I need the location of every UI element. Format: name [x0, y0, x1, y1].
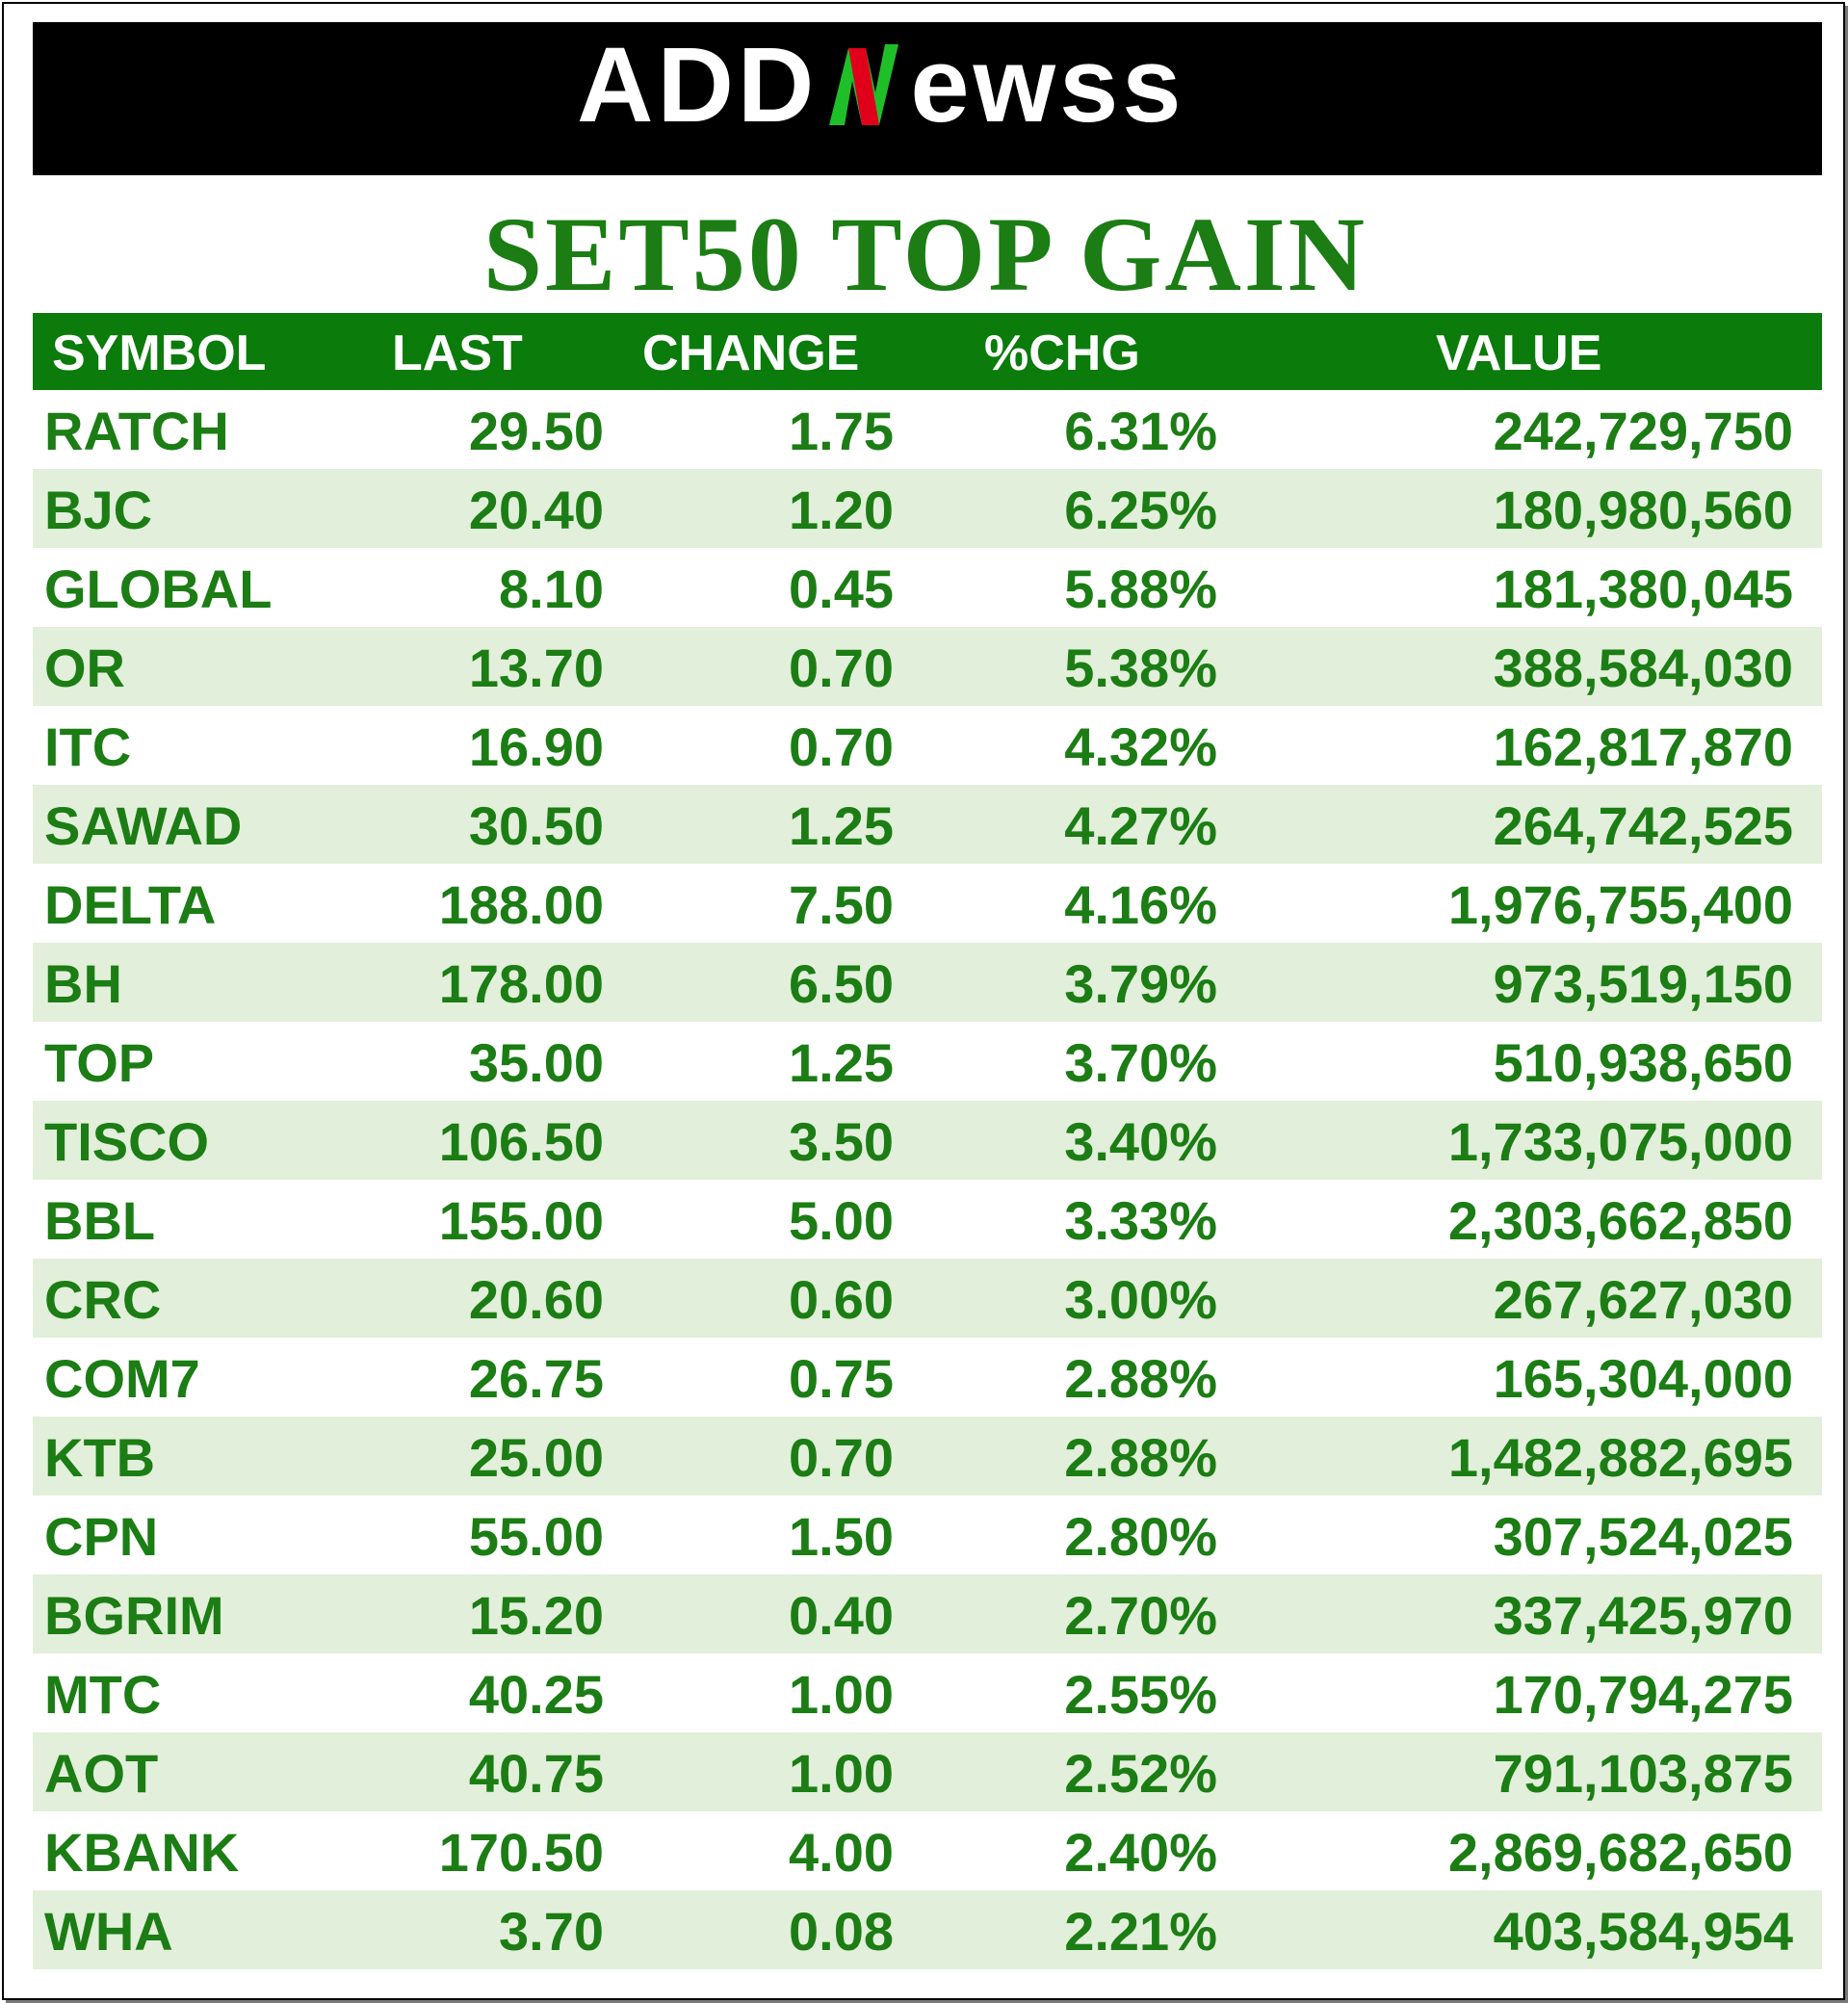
header-pct-change: %CHG — [984, 325, 1140, 381]
cell-symbol: GLOBAL — [44, 559, 273, 619]
table-row — [33, 469, 1822, 548]
logo-prefix: ADD — [577, 25, 819, 144]
cell-last: 29.50 — [468, 401, 604, 461]
cell-pct-change: 5.38% — [1064, 637, 1217, 698]
cell-last: 178.00 — [438, 953, 604, 1014]
cell-last: 15.20 — [468, 1585, 604, 1646]
cell-change: 1.00 — [789, 1664, 894, 1725]
cell-change: 7.50 — [789, 874, 894, 935]
brand-logo — [577, 25, 1185, 144]
cell-symbol: SAWAD — [44, 795, 243, 856]
cell-change: 1.25 — [789, 1032, 894, 1093]
cell-pct-change: 6.31% — [1064, 401, 1217, 461]
cell-symbol: CRC — [44, 1269, 162, 1330]
cell-symbol: ITC — [44, 716, 132, 777]
table-row — [33, 864, 1822, 943]
cell-last: 40.75 — [468, 1743, 604, 1804]
cell-value: 403,584,954 — [1493, 1901, 1793, 1962]
cell-last: 55.00 — [468, 1506, 604, 1567]
header-change: CHANGE — [642, 325, 860, 381]
cell-pct-change: 2.40% — [1064, 1822, 1217, 1883]
cell-change: 0.40 — [789, 1585, 894, 1646]
cell-last: 20.40 — [468, 480, 604, 540]
cell-last: 106.50 — [438, 1111, 604, 1172]
cell-symbol: AOT — [44, 1743, 159, 1804]
cell-pct-change: 3.33% — [1064, 1190, 1217, 1251]
cell-value: 388,584,030 — [1493, 637, 1793, 698]
cell-symbol: CPN — [44, 1506, 159, 1567]
table-body — [33, 390, 1822, 1969]
cell-value: 1,482,882,695 — [1447, 1427, 1793, 1488]
cell-pct-change: 3.40% — [1064, 1111, 1217, 1172]
cell-pct-change: 4.16% — [1064, 874, 1217, 935]
logo-suffix: ewss — [910, 25, 1185, 144]
cell-last: 35.00 — [468, 1032, 604, 1093]
header-last: LAST — [392, 325, 523, 381]
infographic-frame — [2, 2, 1845, 2000]
cell-value: 510,938,650 — [1493, 1032, 1793, 1093]
cell-symbol: WHA — [44, 1901, 173, 1962]
cell-symbol: COM7 — [44, 1348, 200, 1409]
cell-value: 264,742,525 — [1493, 795, 1793, 856]
cell-symbol: BJC — [44, 480, 153, 540]
cell-last: 188.00 — [438, 874, 604, 935]
cell-symbol: TISCO — [44, 1111, 210, 1172]
cell-value: 267,627,030 — [1493, 1269, 1793, 1330]
cell-value: 973,519,150 — [1493, 953, 1793, 1014]
cell-value: 307,524,025 — [1493, 1506, 1793, 1567]
table-row — [33, 1732, 1822, 1811]
cell-change: 0.70 — [789, 637, 894, 698]
cell-pct-change: 3.79% — [1064, 953, 1217, 1014]
cell-value: 1,976,755,400 — [1447, 874, 1793, 935]
cell-last: 40.25 — [468, 1664, 604, 1725]
cell-symbol: BBL — [44, 1190, 156, 1251]
table-row — [33, 1022, 1822, 1101]
cell-pct-change: 5.88% — [1064, 559, 1217, 619]
cell-value: 791,103,875 — [1493, 1743, 1793, 1804]
cell-symbol: RATCH — [44, 401, 229, 461]
table-row — [33, 390, 1822, 469]
table-row — [33, 1574, 1822, 1653]
cell-symbol: KTB — [44, 1427, 156, 1488]
cell-value: 165,304,000 — [1493, 1348, 1793, 1409]
cell-change: 1.50 — [789, 1506, 894, 1567]
cell-pct-change: 4.27% — [1064, 795, 1217, 856]
header-value: VALUE — [1436, 325, 1602, 381]
table-row — [33, 1338, 1822, 1417]
page-title: SET50 TOP GAIN — [482, 195, 1368, 313]
cell-change: 4.00 — [789, 1822, 894, 1883]
cell-last: 20.60 — [468, 1269, 604, 1330]
table-row — [33, 1417, 1822, 1496]
cell-value: 170,794,275 — [1493, 1664, 1793, 1725]
cell-last: 3.70 — [499, 1901, 604, 1962]
top-gain-table — [33, 313, 1822, 1969]
table-row — [33, 943, 1822, 1022]
cell-change: 0.70 — [789, 716, 894, 777]
cell-symbol: TOP — [44, 1032, 155, 1093]
cell-symbol: OR — [44, 637, 125, 698]
table-row — [33, 706, 1822, 785]
cell-pct-change: 2.55% — [1064, 1664, 1217, 1725]
header-symbol: SYMBOL — [52, 325, 267, 381]
cell-value: 1,733,075,000 — [1447, 1111, 1793, 1172]
cell-change: 1.20 — [789, 480, 894, 540]
table-row — [33, 1811, 1822, 1890]
cell-last: 26.75 — [468, 1348, 604, 1409]
cell-change: 0.08 — [789, 1901, 894, 1962]
cell-pct-change: 6.25% — [1064, 480, 1217, 540]
logo-n-mark-icon — [823, 37, 904, 133]
cell-symbol: KBANK — [44, 1822, 240, 1883]
cell-last: 155.00 — [438, 1190, 604, 1251]
table-header — [33, 313, 1822, 390]
cell-last: 16.90 — [468, 716, 604, 777]
cell-pct-change: 3.70% — [1064, 1032, 1217, 1093]
cell-change: 0.45 — [789, 559, 894, 619]
cell-symbol: MTC — [44, 1664, 162, 1725]
cell-pct-change: 2.70% — [1064, 1585, 1217, 1646]
cell-value: 181,380,045 — [1493, 559, 1793, 619]
cell-pct-change: 3.00% — [1064, 1269, 1217, 1330]
cell-change: 6.50 — [789, 953, 894, 1014]
cell-value: 2,303,662,850 — [1447, 1190, 1793, 1251]
cell-value: 242,729,750 — [1493, 401, 1793, 461]
table-row — [33, 1180, 1822, 1259]
table-row — [33, 548, 1822, 627]
cell-change: 0.60 — [789, 1269, 894, 1330]
cell-pct-change: 2.52% — [1064, 1743, 1217, 1804]
cell-symbol: BH — [44, 953, 122, 1014]
table-row — [33, 627, 1822, 706]
cell-change: 1.75 — [789, 401, 894, 461]
cell-last: 8.10 — [499, 559, 604, 619]
cell-change: 0.70 — [789, 1427, 894, 1488]
table-row — [33, 785, 1822, 864]
table-row — [33, 1259, 1822, 1338]
cell-pct-change: 2.80% — [1064, 1506, 1217, 1567]
cell-pct-change: 2.21% — [1064, 1901, 1217, 1962]
cell-last: 13.70 — [468, 637, 604, 698]
table-row — [33, 1496, 1822, 1574]
cell-value: 162,817,870 — [1493, 716, 1793, 777]
cell-symbol: DELTA — [44, 874, 217, 935]
table-row — [33, 1890, 1822, 1969]
cell-last: 30.50 — [468, 795, 604, 856]
cell-pct-change: 2.88% — [1064, 1427, 1217, 1488]
cell-value: 2,869,682,650 — [1447, 1822, 1793, 1883]
cell-value: 337,425,970 — [1493, 1585, 1793, 1646]
cell-pct-change: 2.88% — [1064, 1348, 1217, 1409]
cell-change: 0.75 — [789, 1348, 894, 1409]
cell-change: 3.50 — [789, 1111, 894, 1172]
cell-change: 1.00 — [789, 1743, 894, 1804]
cell-value: 180,980,560 — [1493, 480, 1793, 540]
cell-symbol: BGRIM — [44, 1585, 224, 1646]
cell-pct-change: 4.32% — [1064, 716, 1217, 777]
cell-last: 25.00 — [468, 1427, 604, 1488]
table-row — [33, 1653, 1822, 1732]
table-row — [33, 1101, 1822, 1180]
cell-change: 1.25 — [789, 795, 894, 856]
cell-change: 5.00 — [789, 1190, 894, 1251]
cell-last: 170.50 — [438, 1822, 604, 1883]
